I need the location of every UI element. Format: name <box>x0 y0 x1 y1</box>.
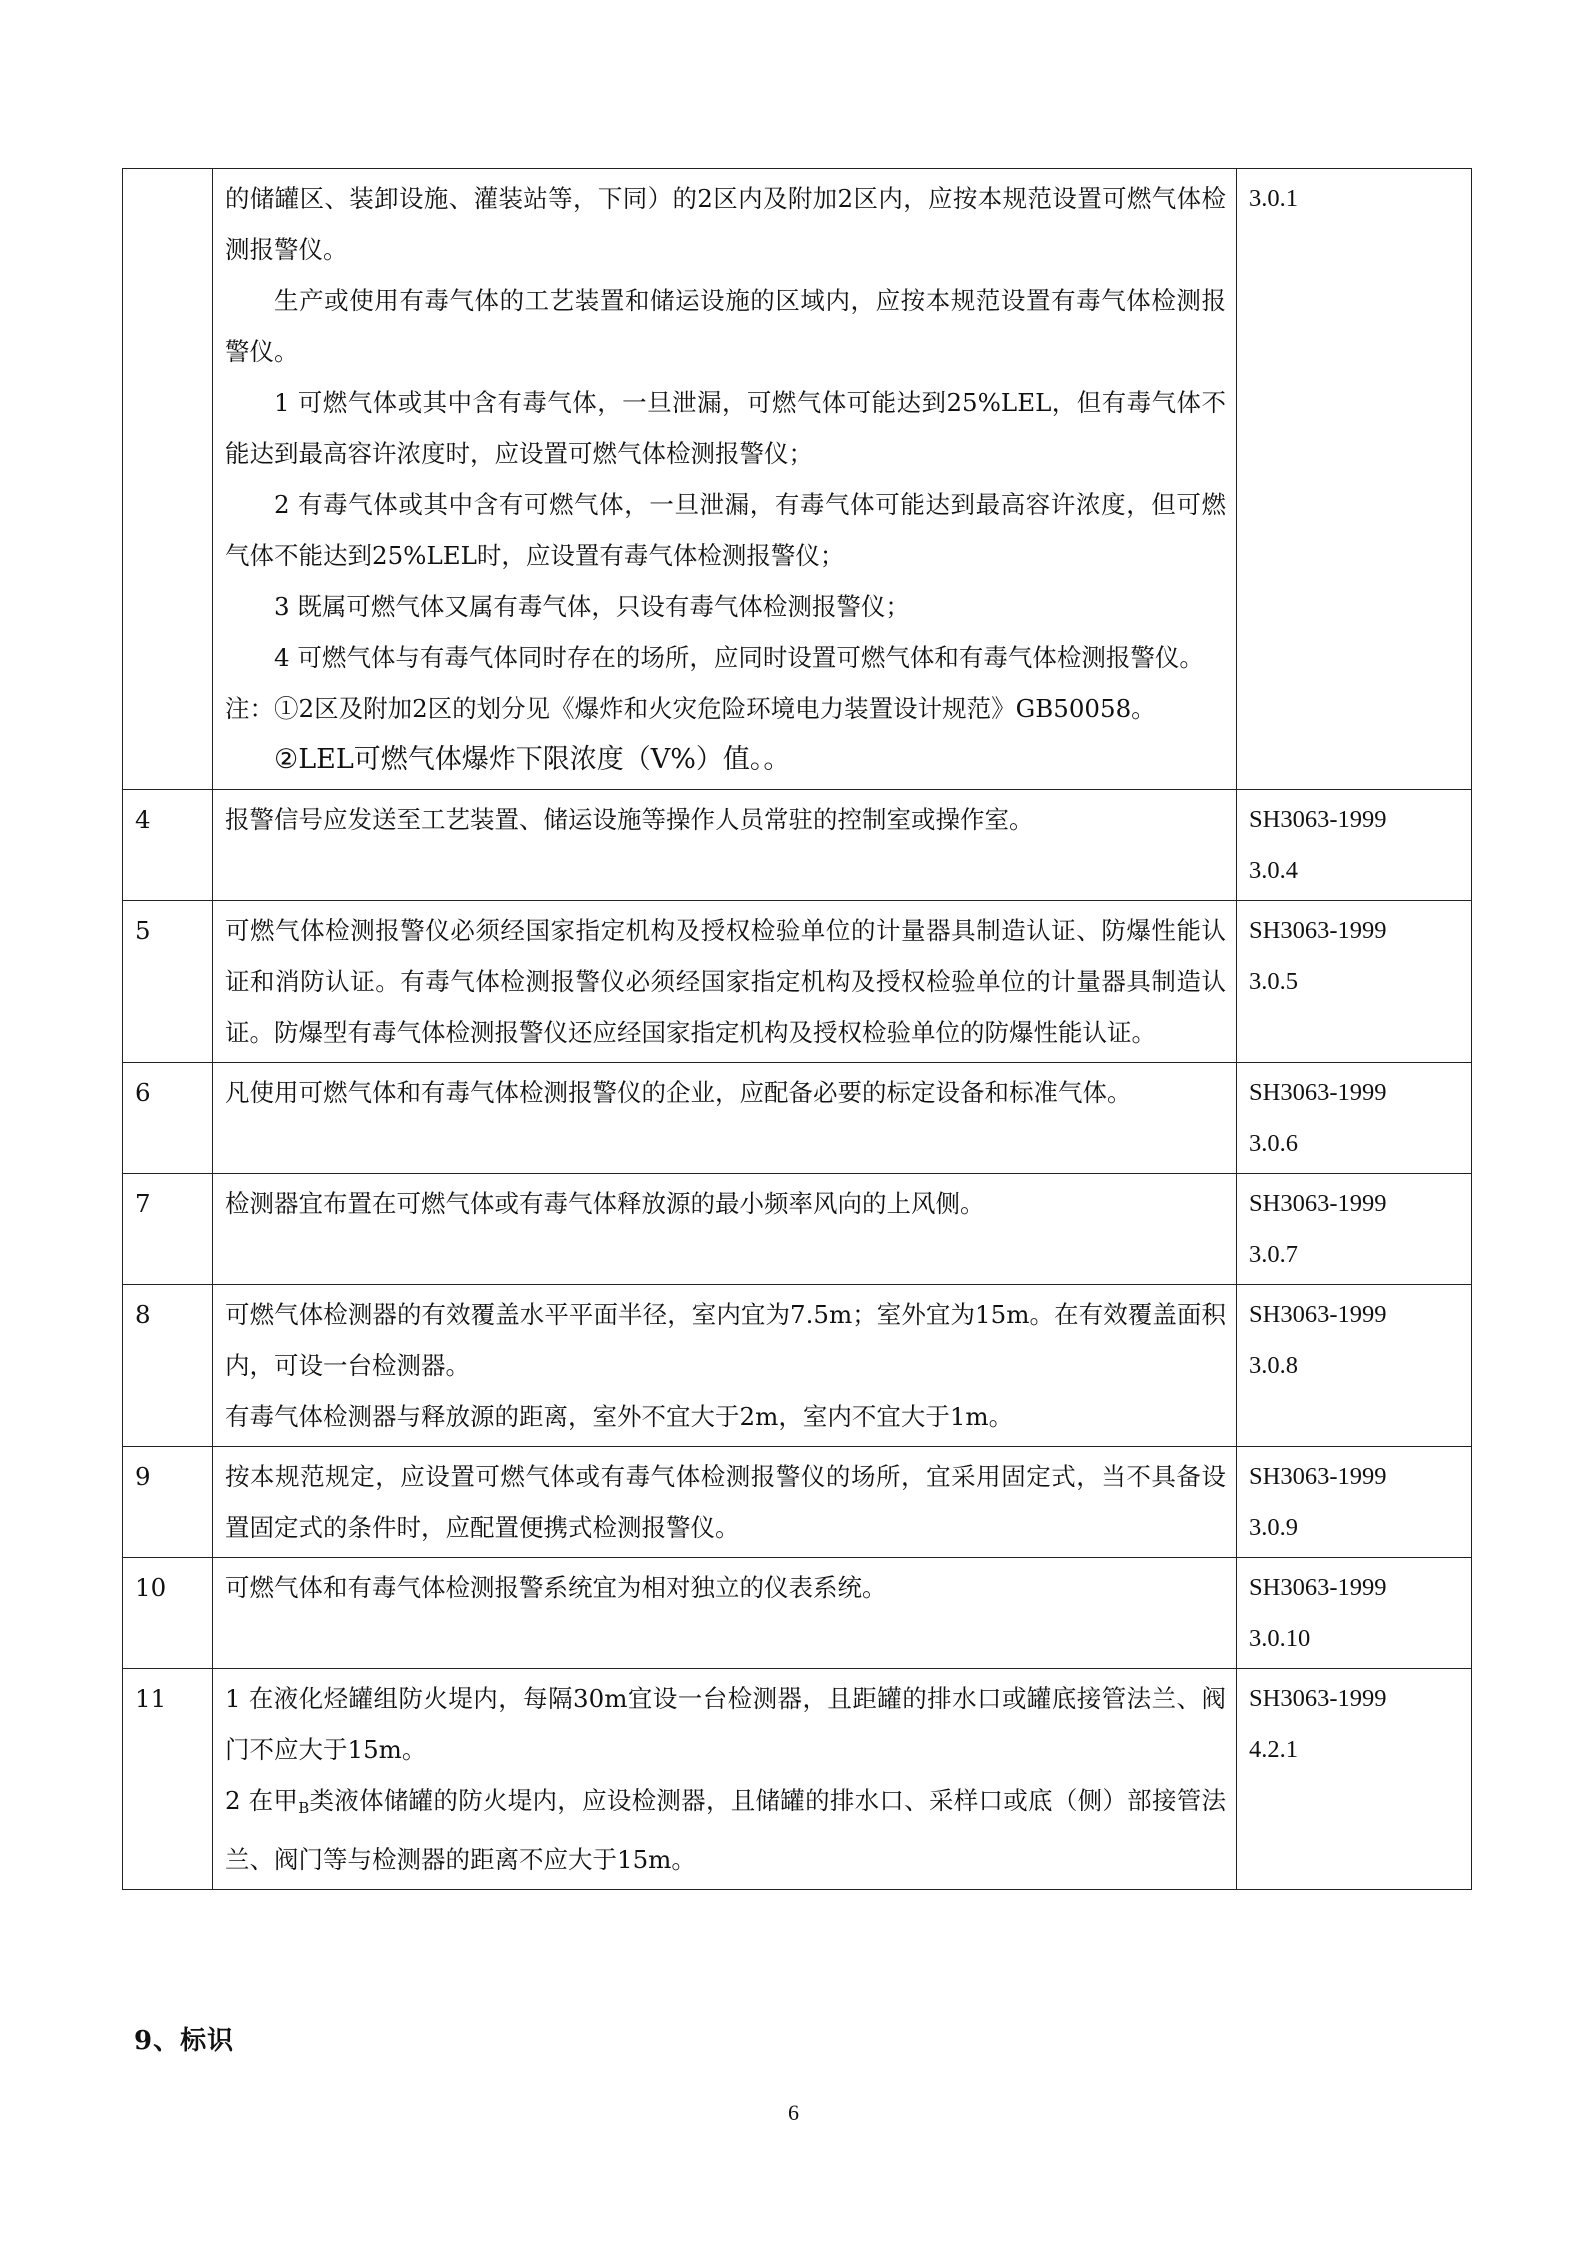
requirement-text <box>213 169 1237 790</box>
page-number: 6 <box>788 2100 799 2125</box>
reference <box>1237 1558 1472 1669</box>
reference-line: 3.0.8 <box>1249 1352 1298 1379</box>
requirement-text <box>213 1063 1237 1174</box>
requirement-text <box>213 790 1237 901</box>
reference-line: SH3063-1999 <box>1249 1301 1387 1328</box>
paragraph: 的储罐区、装卸设施、灌装站等，下同）的2区内及附加2区内，应按本规范设置可燃气体检测报警仪。 <box>225 184 1226 264</box>
subscript: B <box>298 1799 310 1817</box>
paragraph: 按本规范规定，应设置可燃气体或有毒气体检测报警仪的场所，宜采用固定式，当不具备设置固定式的条件时，应配置便携式检测报警仪。 <box>225 1462 1226 1542</box>
paragraph: 可燃气体和有毒气体检测报警系统宜为相对独立的仪表系统。 <box>225 1573 887 1602</box>
row-number: 5 <box>123 901 213 1063</box>
reference-line: SH3063-1999 <box>1249 1685 1387 1712</box>
reference <box>1237 1447 1472 1558</box>
reference-line: SH3063-1999 <box>1249 1574 1387 1601</box>
reference-line: 4.2.1 <box>1249 1736 1298 1763</box>
table-row <box>123 1174 1472 1285</box>
paragraph: 1 在液化烃罐组防火堤内，每隔30m宜设一台检测器，且距罐的排水口或罐底接管法兰、阀门不应大于15m。 <box>225 1684 1226 1764</box>
requirement-text <box>213 1174 1237 1285</box>
table-row <box>123 901 1472 1063</box>
paragraph: 可燃气体检测器的有效覆盖水平平面半径，室内宜为7.5m；室外宜为15m。在有效覆盖面积内，可设一台检测器。 <box>225 1300 1226 1380</box>
paragraph: 报警信号应发送至工艺装置、储运设施等操作人员常驻的控制室或操作室。 <box>225 805 1034 834</box>
paragraph-start: 2 在甲 <box>225 1786 299 1815</box>
row-number: 9 <box>123 1447 213 1558</box>
paragraph: 有毒气体检测器与释放源的距离，室外不宜大于2m，室内不宜大于1m。 <box>225 1402 1014 1431</box>
paragraph: 可燃气体检测报警仪必须经国家指定机构及授权检验单位的计量器具制造认证、防爆性能认证和消防认证。有毒气体检测报警仪必须经国家指定机构及授权检验单位的计量器具制造认证。防爆型有毒气体检测报警仪还应经国家指定机构及授权检验单位的防爆性能认证。 <box>225 916 1226 1047</box>
row-number: 6 <box>123 1063 213 1174</box>
reference-line: SH3063-1999 <box>1249 1190 1387 1217</box>
table-row <box>123 1285 1472 1447</box>
reference-line: 3.0.7 <box>1249 1241 1298 1268</box>
paragraph: 4 可燃气体与有毒气体同时存在的场所，应同时设置可燃气体和有毒气体检测报警仪。 <box>274 643 1204 672</box>
reference-line: 3.0.4 <box>1249 857 1298 884</box>
reference <box>1237 1669 1472 1890</box>
row-number: 4 <box>123 790 213 901</box>
reference-line: 3.0.5 <box>1249 968 1298 995</box>
requirement-text <box>213 901 1237 1063</box>
requirements-table <box>122 168 1472 1890</box>
reference <box>1237 1063 1472 1174</box>
section-title: 9、标识 <box>134 2026 235 2056</box>
reference-line: 3.0.9 <box>1249 1514 1298 1541</box>
paragraph: 检测器宜布置在可燃气体或有毒气体释放源的最小频率风向的上风侧。 <box>225 1189 985 1218</box>
paragraph: 1 可燃气体或其中含有毒气体，一旦泄漏，可燃气体可能达到25%LEL，但有毒气体不能达到最高容许浓度时，应设置可燃气体检测报警仪； <box>225 388 1226 468</box>
row-number: 7 <box>123 1174 213 1285</box>
row-number: 10 <box>123 1558 213 1669</box>
paragraph: 生产或使用有毒气体的工艺装置和储运设施的区域内，应按本规范设置有毒气体检测报警仪。 <box>225 286 1226 366</box>
reference <box>1237 1285 1472 1447</box>
reference-line: SH3063-1999 <box>1249 1079 1387 1106</box>
reference <box>1237 169 1472 790</box>
table-row <box>123 1447 1472 1558</box>
reference-line: 3.0.10 <box>1249 1625 1311 1652</box>
reference-line: SH3063-1999 <box>1249 1463 1387 1490</box>
reference-line: 3.0.6 <box>1249 1130 1298 1157</box>
table-row <box>123 790 1472 901</box>
row-number: 8 <box>123 1285 213 1447</box>
table-row <box>123 1669 1472 1890</box>
note: ②LEL可燃气体爆炸下限浓度（V%）值。。 <box>274 744 791 775</box>
paragraph: 凡使用可燃气体和有毒气体检测报警仪的企业，应配备必要的标定设备和标准气体。 <box>225 1078 1132 1107</box>
requirement-text <box>213 1558 1237 1669</box>
reference <box>1237 1174 1472 1285</box>
paragraph <box>225 1775 1226 1885</box>
requirement-text <box>213 1669 1237 1890</box>
requirement-text <box>213 1447 1237 1558</box>
row-number: 11 <box>123 1669 213 1890</box>
table-row <box>123 1558 1472 1669</box>
reference <box>1237 901 1472 1063</box>
paragraph: 2 有毒气体或其中含有可燃气体，一旦泄漏，有毒气体可能达到最高容许浓度，但可燃气体不能达到25%LEL时，应设置有毒气体检测报警仪； <box>225 490 1226 570</box>
table-row <box>123 169 1472 790</box>
table-row <box>123 1063 1472 1174</box>
note: 注：①2区及附加2区的划分见《爆炸和火灾危险环境电力装置设计规范》GB50058。 <box>225 694 1156 723</box>
paragraph-rest: 类液体储罐的防火堤内，应设检测器，且储罐的排水口、采样口或底（侧）部接管法兰、阀门等与检测器的距离不应大于15m。 <box>225 1786 1226 1874</box>
paragraph: 3 既属可燃气体又属有毒气体，只设有毒气体检测报警仪； <box>274 592 910 621</box>
reference <box>1237 790 1472 901</box>
reference-line: SH3063-1999 <box>1249 917 1387 944</box>
requirement-text <box>213 1285 1237 1447</box>
row-number <box>123 169 213 790</box>
reference-line: 3.0.1 <box>1249 185 1298 212</box>
reference-line: SH3063-1999 <box>1249 806 1387 833</box>
